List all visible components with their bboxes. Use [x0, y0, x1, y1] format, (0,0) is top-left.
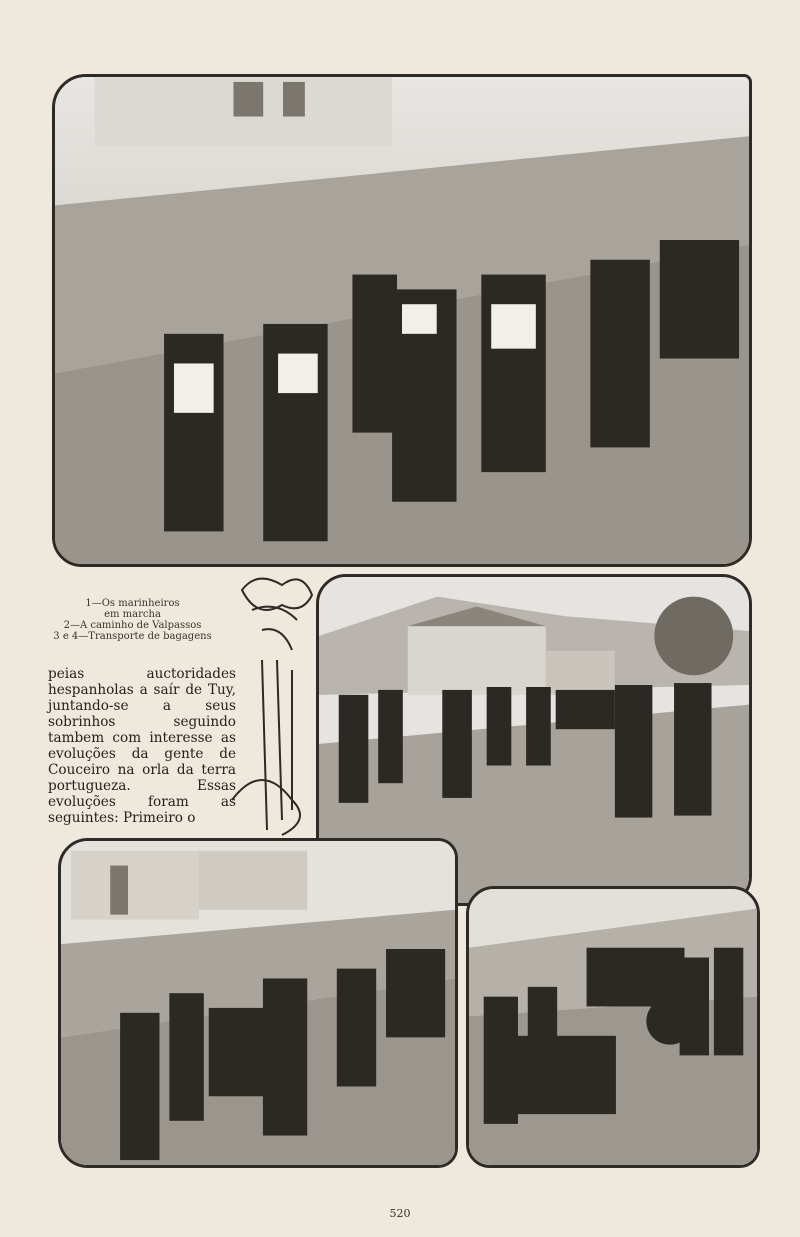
- page-number: 520: [389, 1207, 411, 1220]
- caption-line-4: 3 e 4—Transporte de bagagens: [53, 631, 212, 642]
- photo-3-image: [61, 841, 455, 1165]
- article-paragraph: peias auctoridades hespanholas a saír de Tuy, juntando-se a seus sobrinhos seguindo tambem com interesse as evoluções da gente de Couceiro na orla da terra portugueza. Essas evoluções foram as seguintes: Primeiro o: [48, 666, 236, 826]
- caption-line-2: em marcha: [104, 609, 161, 620]
- caption-line-1: 1—Os marinheiros: [85, 598, 180, 609]
- photo-1-image: [55, 77, 749, 564]
- photo-4-image: [469, 889, 757, 1165]
- photo-baggage-transport-cart: [466, 886, 760, 1168]
- photo-sailors-marching: [52, 74, 752, 567]
- floral-ornament: [222, 570, 322, 840]
- article-text: [48, 666, 236, 826]
- caption-line-3: 2—A caminho de Valpassos: [63, 620, 202, 631]
- photo-captions: [40, 598, 225, 642]
- photo-baggage-transport-mules: [58, 838, 458, 1168]
